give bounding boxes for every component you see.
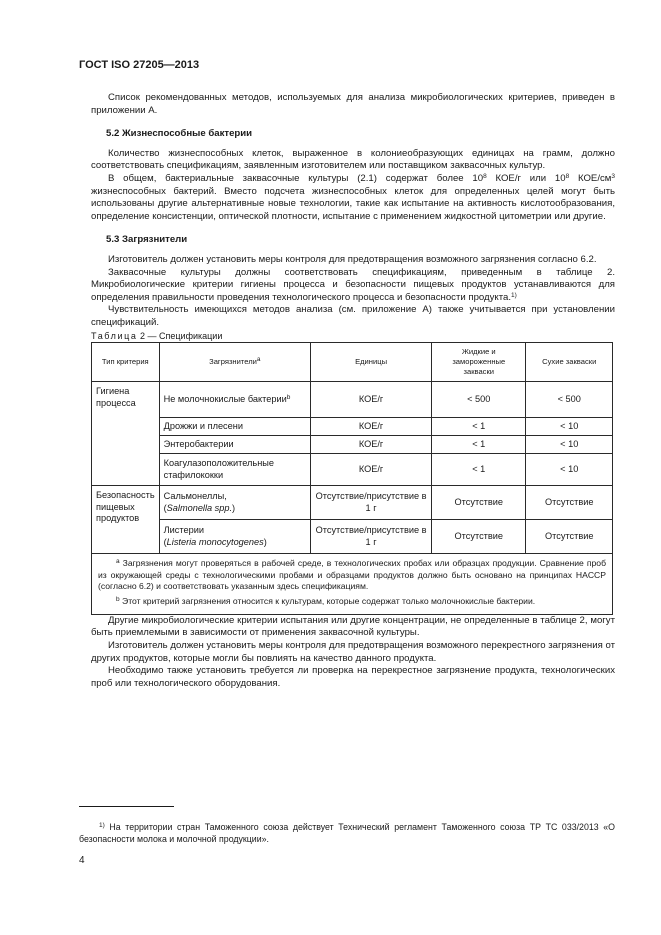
caption-rest: 2 — Спецификации (137, 330, 223, 341)
table-row (92, 382, 613, 418)
other-criteria-paragraph: Другие микробиологические критерии испытания или другие концентрации, не определенные в таблице 2, могут быть приемлемыми в зависимости от применения заквасочной культуры. (91, 614, 615, 639)
note-mark: b (116, 596, 120, 604)
footnote-divider (79, 806, 174, 807)
paren: ) (263, 536, 267, 547)
table-caption (91, 330, 615, 343)
table-row (92, 520, 613, 554)
note-reference: b (286, 393, 291, 401)
table-note-b (98, 596, 606, 607)
paren: ) (232, 502, 236, 513)
dry-value: < 10 (526, 454, 613, 486)
text-fragment: КОЕ/см (569, 172, 612, 184)
unit-cell: КОЕ/г (311, 436, 432, 454)
table-header-row (92, 343, 613, 382)
note-mark: a (116, 558, 120, 566)
footnote-text: На территории стран Таможенного союза действует Технический регламент Таможенного союза ТР ТС 033/2013 «О безопасности молока и молочной продукции». (79, 821, 615, 844)
text-fragment: КОЕ/г или 10 (486, 172, 566, 184)
footnote (79, 821, 615, 845)
exponent: 8 (565, 172, 570, 180)
table-notes (92, 554, 613, 615)
dry-value: Отсутствие (526, 520, 613, 554)
verification-paragraph: Необходимо также установить требуется ли проверка на перекрестное загрязнение продукта, технологических проб или технологического оборудования. (91, 665, 615, 689)
text-fragment: Заквасочные культуры должны соответствовать спецификациям, приведенным в таблице 2. Микробиологические критерии гигиены процесса и безопасности пищевых продуктов устанавливаются для определения правильности проведения технологического процесса и безопасности продукта. (91, 266, 615, 303)
header-liquid: Жидкие и замороженные закваски (432, 343, 526, 382)
footnote-reference[interactable]: 1) (511, 291, 517, 299)
header-dry: Сухие закваски (526, 343, 613, 382)
paren: ( (163, 536, 167, 547)
sensitivity-paragraph: Чувствительность имеющихся методов анализа (см. приложение А) также учитывается при установлении спецификаций. (91, 304, 615, 328)
cross-contamination-paragraph: Изготовитель должен установить меры контроля для предотвращения возможного перекрестного загрязнения от других продуктов, которые могли бы повлиять на качество данного продукта. (91, 639, 615, 664)
document-header: ГОСТ ISO 27205—2013 (79, 59, 200, 71)
methods-paragraph: Список рекомендованных методов, используемых для анализа микробиологических критериев, приведен в приложении А. (91, 92, 615, 116)
liquid-value: Отсутствие (432, 520, 526, 554)
specifications-table (91, 342, 613, 615)
header-type: Тип критерия (92, 343, 160, 382)
contaminant-cell (159, 382, 310, 418)
latin-name: Listeria monocytogenes (166, 536, 264, 547)
dry-value: < 500 (526, 382, 613, 418)
dry-value: < 10 (526, 436, 613, 454)
unit-cell: КОЕ/г (311, 454, 432, 486)
table-row (92, 486, 613, 520)
category-hygiene: Гигиена процесса (92, 382, 160, 486)
contaminant-cell: Дрожжи и плесени (159, 418, 310, 436)
contaminant-cell (159, 520, 310, 554)
header-text: Загрязнители (209, 357, 257, 367)
note-text: Загрязнения могут проверяться в рабочей среде, в технологических пробах или образцах продукции. Сравнение проб из окружающей среды с технологическими пробами и образцами продуктов должно быть основано на принципах HACCP (согласно 6.2) и соответствовать указанным здесь спецификациям. (98, 558, 606, 591)
contaminant-cell: Энтеробактерии (159, 436, 310, 454)
caption-word: Таблица (91, 330, 138, 341)
exponent: 8 (483, 172, 487, 180)
header-units: Единицы (311, 343, 432, 382)
table-notes-row (92, 554, 613, 615)
exponent: 3 (611, 172, 615, 180)
control-measures-paragraph: Изготовитель должен установить меры контроля для предотвращения возможного загрязнения согласно 6.2. (108, 253, 597, 265)
contaminant-cell: Коагулазоположительные стафилококки (159, 454, 310, 486)
dry-value: < 10 (526, 418, 613, 436)
unit-cell: КОЕ/г (311, 418, 432, 436)
note-text: Этот критерий загрязнения относится к культурам, которые содержат только молочнокислые бактерии. (119, 596, 536, 607)
table-note-a (98, 558, 606, 592)
liquid-value: Отсутствие (432, 486, 526, 520)
footnote-mark: 1) (99, 821, 105, 829)
dry-value: Отсутствие (526, 486, 613, 520)
table-row (92, 436, 613, 454)
specifications-paragraph (91, 267, 615, 305)
viable-cells-paragraph: Количество жизнеспособных клеток, выраженное в колониеобразующих единицах на грамм, должно соответствовать спецификациям, заявленным изготовителем или поставщиком заквасочных культур. (91, 147, 615, 172)
contaminant-name: Не молочнокислые бактерии (163, 393, 287, 404)
unit-cell: Отсутствие/присутствие в 1 г (311, 520, 432, 554)
section-5-3-title: 5.3 Загрязнители (106, 234, 188, 246)
unit-cell: КОЕ/г (311, 382, 432, 418)
liquid-value: < 500 (432, 382, 526, 418)
liquid-value: < 1 (432, 418, 526, 436)
main-content (91, 92, 615, 690)
table-row (92, 418, 613, 436)
note-reference: a (256, 356, 261, 364)
header-contaminants (159, 343, 310, 382)
text-fragment: В общем, бактериальные заквасочные культуры (2.1) содержат более 10 (108, 172, 484, 184)
section-5-2-title: 5.2 Жизнеспособные бактерии (106, 128, 253, 140)
viable-bacteria-paragraph (91, 173, 615, 223)
category-safety: Безопасность пищевых продуктов (92, 486, 160, 554)
contaminant-cell (159, 486, 310, 520)
contaminant-name: Листерии (163, 525, 204, 536)
liquid-value: < 1 (432, 454, 526, 486)
table-row (92, 454, 613, 486)
text-fragment: жизнеспособных бактерий. Вместо подсчета жизнеспособных клеток для определенных целей могут быть использованы другие альтернативные новые технологии, такие как испытание на активность кислотообразования, определение консистенции, оптической плотности, испытание с применением жидкостной цитометрии или другие. (91, 185, 615, 222)
contaminant-name: Сальмонеллы, (163, 491, 227, 502)
paren: ( (163, 502, 167, 513)
page-number: 4 (79, 855, 85, 866)
latin-name: Salmonella spp. (166, 502, 233, 513)
unit-cell: Отсутствие/присутствие в 1 г (311, 486, 432, 520)
liquid-value: < 1 (432, 436, 526, 454)
